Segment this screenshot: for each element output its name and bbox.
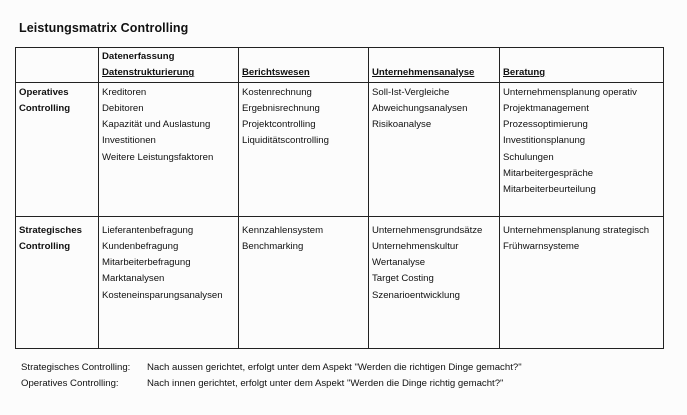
row-label-line: Operatives bbox=[19, 86, 69, 98]
page-title: Leistungsmatrix Controlling bbox=[19, 21, 189, 35]
matrix-item: Unternehmenskultur bbox=[372, 240, 459, 252]
row-strategisches-controlling bbox=[16, 216, 664, 348]
matrix-item: Unternehmensplanung operativ bbox=[503, 86, 637, 98]
matrix-item: Ergebnisrechnung bbox=[242, 102, 320, 114]
matrix-item: Kosteneinsparungsanalysen bbox=[102, 289, 223, 301]
matrix-item: Szenarioentwicklung bbox=[372, 289, 460, 301]
matrix-cell bbox=[369, 216, 500, 348]
header-label-beratung: Beratung bbox=[503, 67, 546, 78]
footnote-text: Nach aussen gerichtet, erfolgt unter dem Aspekt "Werden die richtigen Dinge gemacht?" bbox=[147, 362, 522, 373]
matrix-cell bbox=[239, 82, 369, 216]
footnote-operativ bbox=[21, 376, 522, 392]
matrix-item: Unternehmensgrundsätze bbox=[372, 224, 483, 236]
matrix-item: Marktanalysen bbox=[102, 273, 165, 285]
header-cell-beratung bbox=[500, 48, 664, 83]
header-cell-datenerfassung bbox=[99, 48, 239, 83]
matrix-item: Abweichungsanalysen bbox=[372, 102, 468, 114]
header-label-datenerfassung: Datenerfassung bbox=[102, 51, 175, 62]
matrix-item: Schulungen bbox=[503, 151, 554, 163]
matrix-cell bbox=[369, 82, 500, 216]
row-label-cell bbox=[16, 82, 99, 216]
matrix-item: Prozessoptimierung bbox=[503, 119, 588, 131]
matrix-cell bbox=[99, 82, 239, 216]
row-label-line: Controlling bbox=[19, 102, 71, 114]
matrix-cell bbox=[500, 82, 664, 216]
footnote-label: Strategisches Controlling: bbox=[21, 362, 131, 373]
matrix-item: Wertanalyse bbox=[372, 257, 426, 269]
matrix-cell bbox=[500, 216, 664, 348]
row-label-line: Controlling bbox=[19, 240, 71, 252]
matrix-item: Liquiditätscontrolling bbox=[242, 135, 329, 147]
matrix-item: Risikoanalyse bbox=[372, 119, 432, 131]
matrix-item: Weitere Leistungsfaktoren bbox=[102, 151, 214, 163]
matrix-item: Kreditoren bbox=[102, 86, 147, 98]
footnote-strategisch bbox=[21, 360, 522, 376]
matrix-item: Projektmanagement bbox=[503, 102, 589, 114]
matrix-item: Kundenbefragung bbox=[102, 240, 179, 252]
row-label-line: Strategisches bbox=[19, 224, 82, 236]
matrix-cell bbox=[99, 216, 239, 348]
header-row bbox=[16, 48, 664, 83]
row-label-cell bbox=[16, 216, 99, 348]
row-operatives-controlling bbox=[16, 82, 664, 216]
matrix-item: Benchmarking bbox=[242, 240, 304, 252]
matrix-item: Lieferantenbefragung bbox=[102, 224, 194, 236]
header-corner-cell bbox=[16, 48, 99, 83]
matrix-item: Frühwarnsysteme bbox=[503, 240, 580, 252]
matrix-item: Target Costing bbox=[372, 273, 434, 285]
matrix-cell bbox=[239, 216, 369, 348]
matrix-item: Kapazität und Auslastung bbox=[102, 119, 211, 131]
footnote-text: Nach innen gerichtet, erfolgt unter dem Aspekt "Werden die Dinge richtig gemacht?" bbox=[147, 378, 504, 389]
matrix-item: Kostenrechnung bbox=[242, 86, 312, 98]
matrix-item: Investitionen bbox=[102, 135, 156, 147]
header-label-datenstrukturierung: Datenstrukturierung bbox=[102, 67, 195, 79]
footnotes bbox=[21, 360, 522, 392]
matrix-item: Investitionsplanung bbox=[503, 135, 586, 147]
matrix-item: Projektcontrolling bbox=[242, 119, 316, 131]
matrix-item: Debitoren bbox=[102, 102, 144, 114]
matrix-item: Mitarbeiterbeurteilung bbox=[503, 184, 596, 196]
footnote-label: Operatives Controlling: bbox=[21, 378, 119, 389]
matrix-item: Mitarbeitergespräche bbox=[503, 168, 594, 180]
header-label-unternehmensanalyse: Unternehmensanalyse bbox=[372, 67, 475, 78]
header-cell-unternehmensanalyse bbox=[369, 48, 500, 83]
matrix-item: Unternehmensplanung strategisch bbox=[503, 224, 650, 236]
matrix-item: Mitarbeiterbefragung bbox=[102, 257, 191, 269]
controlling-matrix-table bbox=[15, 47, 664, 349]
header-cell-berichtswesen bbox=[239, 48, 369, 83]
header-label-berichtswesen: Berichtswesen bbox=[242, 67, 310, 78]
matrix-item: Kennzahlensystem bbox=[242, 224, 324, 236]
matrix-item: Soll-Ist-Vergleiche bbox=[372, 86, 450, 98]
